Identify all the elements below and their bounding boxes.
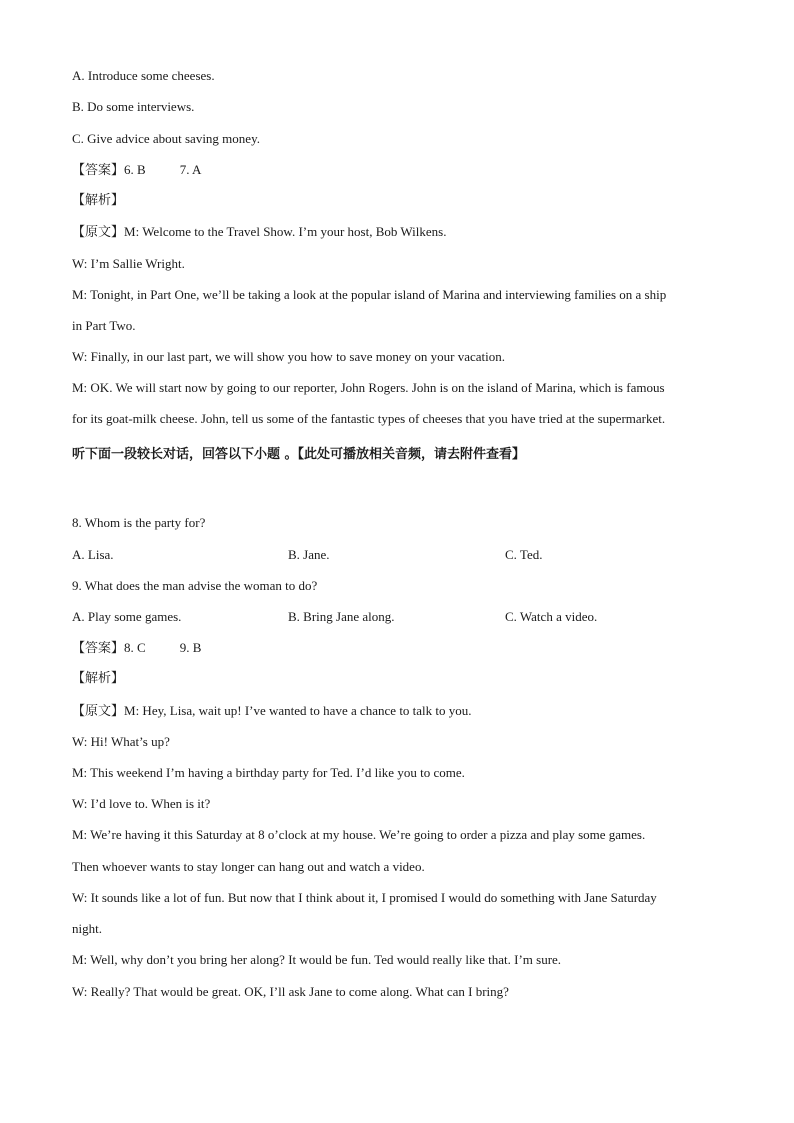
analysis-tag: 【解析】 [72,671,125,686]
option-b: B. Do some interviews. [72,99,195,114]
transcript-line [72,703,472,720]
answer-tag: 【答案】 [72,641,125,656]
q8-option-a: A. Lisa. [72,547,114,562]
question-9: 9. What does the man advise the woman to do? [72,578,318,593]
transcript-tag: 【原文】 [72,225,125,240]
transcript-line: M: We’re having it this Saturday at 8 o’clock at my house. We’re going to order a pizza and play some games. [72,827,646,842]
analysis-tag: 【解析】 [72,193,125,208]
listening-instruction: 听下面一段较长对话，回答以下小题 。【此处可播放相关音频，请去附件查看】 [72,447,526,462]
transcript-line: night. [72,921,102,936]
q8-option-b: B. Jane. [288,547,330,562]
q9-option-b: B. Bring Jane along. [288,609,395,624]
transcript-line: M: Well, why don’t you bring her along? It would be fun. Ted would really like that. I’m sure. [72,952,562,967]
transcript-line [72,224,446,241]
transcript-line: W: I’m Sallie Wright. [72,256,185,271]
answer-6: 6. B [124,162,146,177]
answer-line [72,162,201,179]
answer-line [72,640,201,657]
answer-9: 9. B [179,640,202,655]
transcript-line: W: I’d love to. When is it? [72,796,211,811]
transcript-line: M: This weekend I’m having a birthday party for Ted. I’d like you to come. [72,765,465,780]
transcript-line: Then whoever wants to stay longer can hang out and watch a video. [72,859,425,874]
answer-8: 8. C [124,640,146,655]
transcript-line: W: Finally, in our last part, we will show you how to save money on your vacation. [72,349,506,364]
transcript-text: M: Hey, Lisa, wait up! I’ve wanted to have a chance to talk to you. [124,703,472,718]
transcript-line: M: OK. We will start now by going to our reporter, John Rogers. John is on the island of Marina, which is famous [72,380,665,395]
transcript-line: for its goat-milk cheese. John, tell us some of the fantastic types of cheeses that you have tried at the supermarket. [72,411,666,426]
transcript-tag: 【原文】 [72,704,125,719]
answer-7: 7. A [179,162,202,177]
transcript-line: W: Hi! What’s up? [72,734,170,749]
transcript-line: W: Really? That would be great. OK, I’ll ask Jane to come along. What can I bring? [72,984,509,999]
question-8: 8. Whom is the party for? [72,515,206,530]
option-a: A. Introduce some cheeses. [72,68,215,83]
transcript-text: M: Welcome to the Travel Show. I’m your host, Bob Wilkens. [124,224,447,239]
answer-tag: 【答案】 [72,163,125,178]
q9-option-c: C. Watch a video. [505,609,598,624]
q8-option-c: C. Ted. [505,547,543,562]
transcript-line: M: Tonight, in Part One, we’ll be taking a look at the popular island of Marina and interviewing families on a ship [72,287,667,302]
q9-option-a: A. Play some games. [72,609,182,624]
transcript-line: in Part Two. [72,318,136,333]
transcript-line: W: It sounds like a lot of fun. But now that I think about it, I promised I would do something with Jane Saturday [72,890,657,905]
option-c: C. Give advice about saving money. [72,131,260,146]
